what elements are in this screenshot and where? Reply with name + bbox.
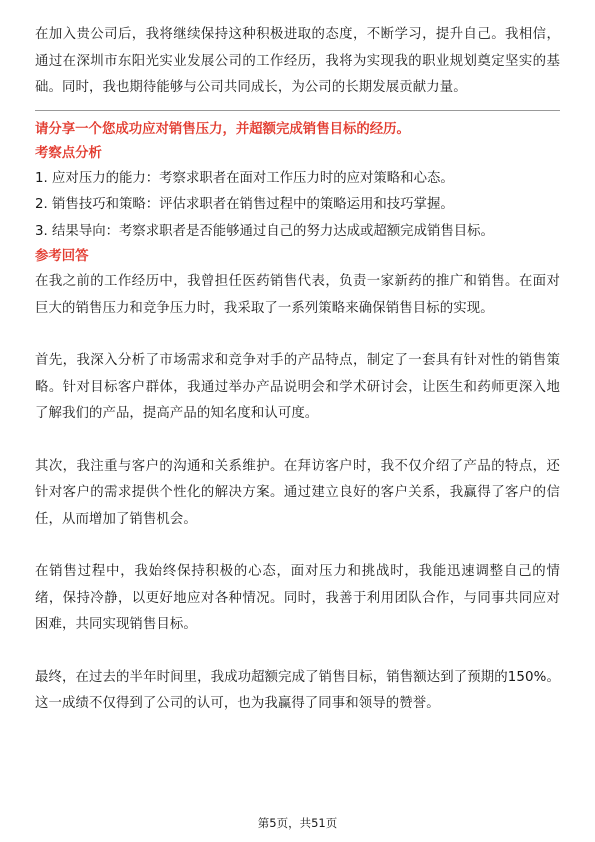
analysis-heading: 考察点分析 — [35, 145, 102, 161]
answer-paragraph: 首先，我深入分析了市场需求和竞争对手的产品特点，制定了一套具有针对性的销售策略。针对目标客户群体，我通过举办产品说明会和学术研讨会，让医生和药师更深入地了解我们的产品，提高产品的知名度和认可度。 — [35, 353, 560, 421]
analysis-item: 3. 结果导向：考察求职者是否能够通过自己的努力达成或超额完成销售目标。 — [35, 223, 494, 239]
paragraph-gap — [35, 533, 560, 559]
intro-paragraph: 在加入贵公司后，我将继续保持这种积极进取的态度，不断学习，提升自己。我相信，通过在深圳市东阳光实业发展公司的工作经历，我将为实现我的职业规划奠定坚实的基础。同时，我也期待能够与公司共同成长，为公司的长期发展贡献力量。 — [35, 27, 560, 95]
answer-paragraph: 在我之前的工作经历中，我曾担任医药销售代表，负责一家新药的推广和销售。在面对巨大的销售压力和竞争压力时，我采取了一系列策略来确保销售目标的实现。 — [35, 274, 560, 316]
interview-question: 请分享一个您成功应对销售压力，并超额完成销售目标的经历。 — [35, 121, 410, 137]
answer-heading: 参考回答 — [35, 249, 89, 264]
paragraph-gap — [35, 639, 560, 665]
analysis-item: 2. 销售技巧和策略：评估求职者在销售过程中的策略运用和技巧掌握。 — [35, 197, 454, 212]
answer-paragraph: 最终，在过去的半年时间里，我成功超额完成了销售目标，销售额达到了预期的150%。这一成绩不仅得到了公司的认可，也为我赢得了同事和领导的赞誉。 — [35, 669, 560, 711]
paragraph-gap — [35, 428, 560, 454]
answer-paragraph: 在销售过程中，我始终保持积极的心态，面对压力和挑战时，我能迅速调整自己的情绪，保持冷静，以更好地应对各种情况。同时，我善于利用团队合作，与同事共同应对困难，共同实现销售目标。 — [35, 564, 560, 632]
analysis-item: 1. 应对压力的能力：考察求职者在面对工作压力时的应对策略和心态。 — [35, 170, 454, 186]
page-number: 第5页，共51页 — [257, 816, 338, 830]
paragraph-gap — [35, 322, 560, 348]
page-content — [35, 22, 560, 718]
answer-paragraph: 其次，我注重与客户的沟通和关系维护。在拜访客户时，我不仅介绍了产品的特点，还针对客户的需求提供个性化的解决方案。通过建立良好的客户关系，我赢得了客户的信任，从而增加了销售机会。 — [35, 458, 560, 527]
section-divider — [35, 110, 560, 111]
